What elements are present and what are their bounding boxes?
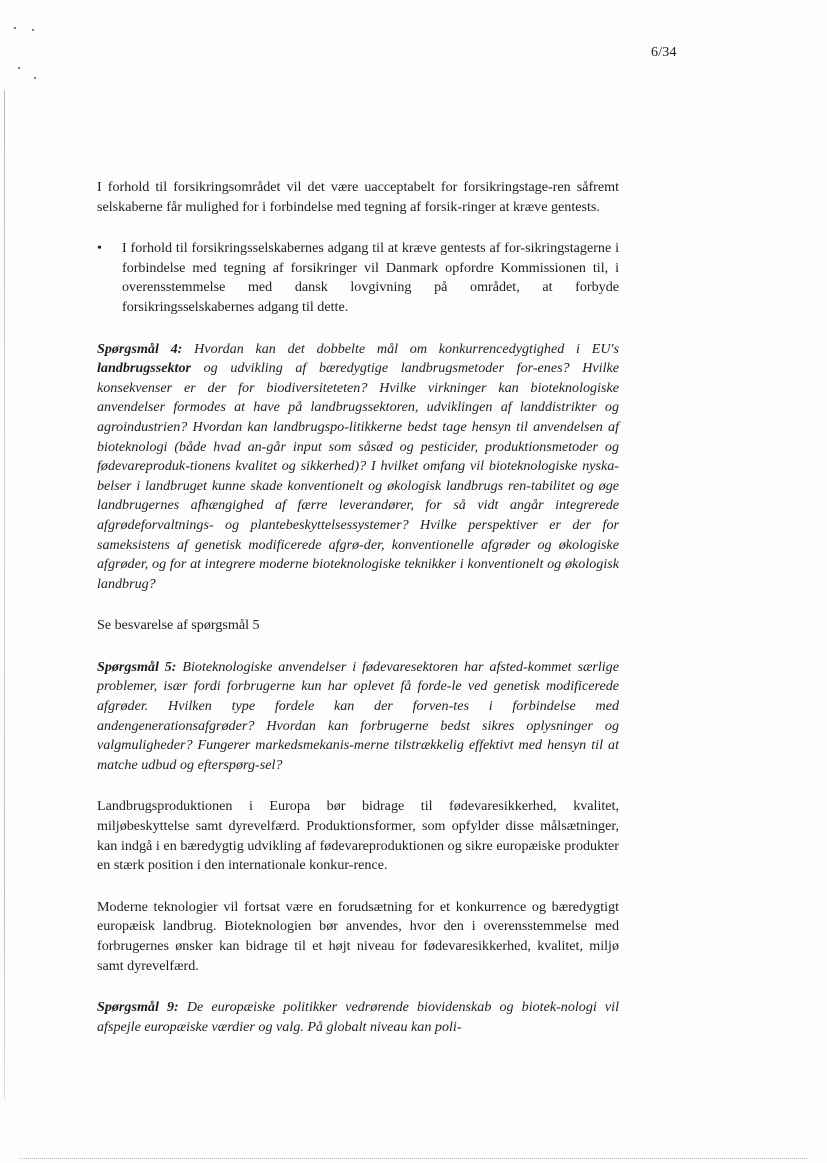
scan-edge-left — [4, 90, 5, 1100]
question-4-label: Spørgsmål 4: — [97, 340, 183, 357]
scan-speck — [34, 77, 36, 79]
question-9-label: Spørgsmål 9: — [97, 999, 179, 1016]
question-4-bold-term: landbrugssektor — [97, 360, 191, 377]
paragraph-insurance: I forhold til forsikringsområdet vil det være uacceptabelt for forsikringstage-ren såfremt selskaberne får mulighed for i forbindelse med tegning af forsik-ringer at kræve gentests. — [97, 179, 619, 215]
question-5 — [97, 658, 619, 776]
bullet-list — [97, 239, 619, 317]
question-5-text: Bioteknologiske anvendelser i fødevaresektoren har afsted-kommet særlige problemer, især fordi forbrugerne kun har oplevet få forde-le ved genetisk modificerede afgrøder. Hvilken type fordele kan der forven-tes i forbindelse med andengenerationsafgrøder? Hvordan kan forbrugerne bedst sikres oplysninger og valgmuligheder? Fungerer markedsmekanis-merne tilstrækkelig effektivt med hensyn til at matche udbud og efterspørg-sel? — [97, 658, 619, 773]
question-9 — [97, 998, 619, 1037]
bullet-item: • I forhold til forsikringsselskabernes adgang til at kræve gentests af for-sikringstagerne i forbindelse med tegning af forsikringer vil Danmark opfordre Kommissionen til, i overensstemmelse med dansk lovgivning på området, at forbyde forsikringsselskabernes adgang til dette. — [97, 239, 619, 317]
scan-speck — [14, 27, 16, 29]
question-4-text-a: Hvordan kan det dobbelte mål om konkurrencedygtighed i EU's — [194, 340, 619, 357]
scan-speck — [32, 29, 34, 31]
scan-speck — [18, 67, 20, 69]
paragraph-see-answer: Se besvarelse af spørgsmål 5 — [97, 617, 260, 634]
paragraph-technology: Moderne teknologier vil fortsat være en forudsætning for et konkurrence og bæredygtigt europæisk landbrug. Bioteknologien bør anvendes, hvor den i overensstemmelse med forbrugernes ønsker kan bidrage til et højt niveau for fødevaresikkerhed, kvalitet, miljø samt dyrevelfærd. — [97, 898, 619, 974]
document-body — [97, 178, 619, 1037]
paragraph-agriculture: Landbrugsproduktionen i Europa bør bidrage til fødevaresikkerhed, kvalitet, miljøbeskyttelse samt dyrevelfærd. Produktionsformer, som opfylder disse målsætninger, kan indgå i en bæredygtig udvikling af fødevareproduktionen og sikre europæiske produkter en stærk position i den internationale konkur-rence. — [97, 798, 619, 874]
scan-edge-bottom — [20, 1158, 807, 1160]
question-4-text-b: og udvikling af bæredygtige landbrugsmetoder for-enes? Hvilke konsekvenser er der for biodiversiteteten? Hvilke virkninger kan bioteknologiske anvendelser formodes at have på landbrugssektoren, udviklingen af landdistrikter og agroindustrien? Hvordan kan landbrugspo-litikkerne bedst tage hensyn til anvendelsen af bioteknologi (både hvad an-går input som såsæd og pesticider, produktionsmetoder og fødevareproduk-tionens kvalitet og sikkerhed)? I hvilket omfang vil bioteknologiske nyska-belser i landbruget kunne skade konventionelt og økologisk landbrugs ren-tabilitet og øge landbrugernes afhængighed af færre leverandører, for så vidt angår integrerede afgrødeforvaltnings- og plantebeskyttelsessystemer? Hvilke perspektiver er der for sameksistens af genetisk modificerede afgrø-der, konventionelle afgrøder og økologiske afgrøder, og for at integrere moderne bioteknologiske teknikker i konventionelt og økologisk landbrug? — [97, 360, 619, 592]
question-5-label: Spørgsmål 5: — [97, 658, 177, 675]
question-9-text: De europæiske politikker vedrørende biovidenskab og biotek-nologi vil afspejle europæiske værdier og valg. På globalt niveau kan poli- — [97, 999, 619, 1035]
question-4 — [97, 340, 619, 595]
page-number: 6/34 — [651, 45, 677, 60]
